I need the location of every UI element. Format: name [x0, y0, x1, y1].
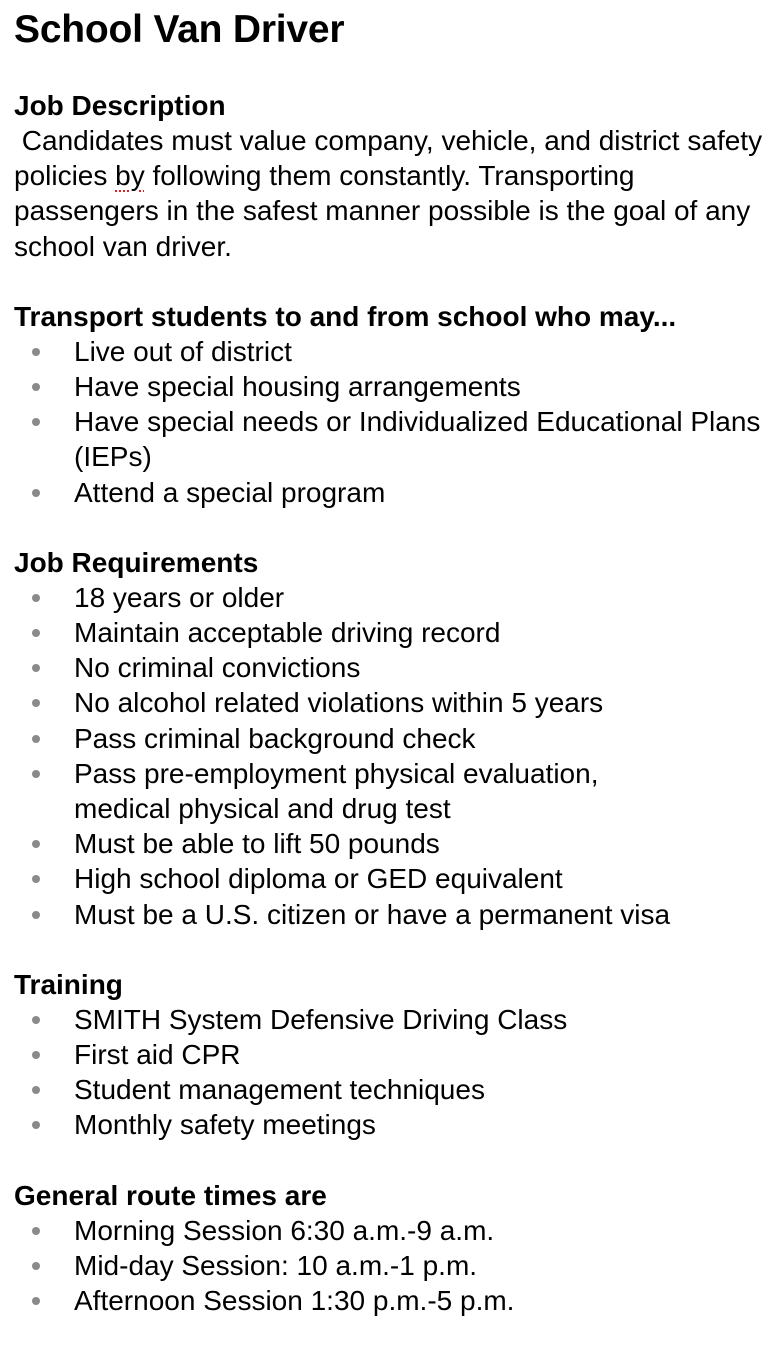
route-times-list — [14, 1213, 764, 1319]
list-item-text: Mid-day Session: 10 a.m.-1 p.m. — [74, 1249, 478, 1281]
job-description-heading: Job Description — [14, 90, 226, 121]
list-item-text: Have special needs or Individualized Educational Plans (IEPs) — [74, 406, 761, 473]
list-item — [14, 650, 764, 685]
bullet-icon — [32, 685, 42, 720]
list-item — [14, 1002, 764, 1037]
list-item-text: Maintain acceptable driving record — [74, 617, 501, 649]
bullet-icon — [32, 1213, 42, 1248]
list-item — [14, 826, 764, 861]
spacer — [14, 52, 764, 88]
route-times-section — [14, 1178, 764, 1319]
bullet-icon — [32, 615, 42, 650]
bullet-icon — [32, 756, 42, 791]
list-item — [14, 1248, 764, 1283]
list-item-text: Student management techniques — [74, 1074, 485, 1106]
training-section — [14, 967, 764, 1143]
job-description-text-part: Candidates must value company, vehicle, and district safety policies — [14, 125, 763, 192]
list-item — [14, 1072, 764, 1107]
list-item-text: Have special housing arrangements — [74, 371, 521, 403]
list-item-text: Must be able to lift 50 pounds — [74, 828, 440, 860]
list-item — [14, 404, 764, 474]
requirements-heading: Job Requirements — [14, 546, 259, 578]
transport-list — [14, 334, 764, 510]
bullet-icon — [32, 334, 42, 369]
list-item — [14, 334, 764, 369]
bullet-icon — [32, 404, 42, 439]
list-item — [14, 1107, 764, 1142]
transport-heading: Transport students to and from school who may... — [14, 300, 677, 332]
list-item — [14, 756, 764, 826]
list-item-text: No criminal convictions — [74, 652, 361, 684]
bullet-icon — [32, 580, 42, 615]
document-page — [0, 8, 778, 1318]
list-item — [14, 369, 764, 404]
list-item — [14, 861, 764, 896]
bullet-icon — [32, 1283, 42, 1318]
list-item-text: First aid CPR — [74, 1039, 241, 1071]
list-item — [14, 721, 764, 756]
list-item — [14, 685, 764, 720]
requirements-list — [14, 580, 764, 932]
bullet-icon — [32, 897, 42, 932]
requirements-section — [14, 545, 764, 932]
list-item — [14, 1037, 764, 1072]
spacer — [14, 1143, 764, 1178]
bullet-icon — [32, 861, 42, 896]
list-item-text: No alcohol related violations within 5 years — [74, 687, 604, 719]
bullet-icon — [32, 721, 42, 756]
list-item-text: Pass pre-employment physical evaluation, medical physical and drug test — [74, 757, 599, 825]
bullet-icon — [32, 1002, 42, 1037]
route-times-heading: General route times are — [14, 1179, 327, 1211]
list-item-text: High school diploma or GED equivalent — [74, 863, 563, 895]
list-item — [14, 475, 764, 510]
bullet-icon — [32, 1107, 42, 1142]
list-item-text: Pass criminal background check — [74, 722, 476, 754]
list-item-text: SMITH System Defensive Driving Class — [74, 1003, 568, 1035]
spacer — [14, 510, 764, 545]
list-item-text: Must be a U.S. citizen or have a permanent visa — [74, 898, 671, 930]
list-item-text: Afternoon Session 1:30 p.m.-5 p.m. — [74, 1285, 515, 1317]
job-description-text — [14, 123, 764, 264]
list-item-text: Morning Session 6:30 a.m.-9 a.m. — [74, 1214, 495, 1246]
list-item — [14, 897, 764, 932]
bullet-icon — [32, 826, 42, 861]
list-item-text: Live out of district — [74, 335, 292, 367]
spacer — [14, 264, 764, 299]
list-item-text: 18 years or older — [74, 581, 285, 613]
document-title: School Van Driver — [14, 8, 345, 51]
list-item-text: Monthly safety meetings — [74, 1109, 376, 1141]
job-description-text-part: following them constantly. Transporting passengers in the safest manner possible is the goal of any school van driver. — [14, 160, 751, 262]
spellcheck-flagged-word[interactable]: by — [115, 160, 145, 192]
list-item — [14, 1283, 764, 1318]
job-description-section — [14, 88, 764, 264]
training-list — [14, 1002, 764, 1143]
list-item — [14, 1213, 764, 1248]
list-item — [14, 580, 764, 615]
bullet-icon — [32, 369, 42, 404]
bullet-icon — [32, 650, 42, 685]
bullet-icon — [32, 1248, 42, 1283]
bullet-icon — [32, 475, 42, 510]
list-item-text: Attend a special program — [74, 476, 386, 508]
bullet-icon — [32, 1072, 42, 1107]
bullet-icon — [32, 1037, 42, 1072]
list-item — [14, 615, 764, 650]
spacer — [14, 932, 764, 967]
training-heading: Training — [14, 968, 123, 1000]
transport-section — [14, 299, 764, 510]
